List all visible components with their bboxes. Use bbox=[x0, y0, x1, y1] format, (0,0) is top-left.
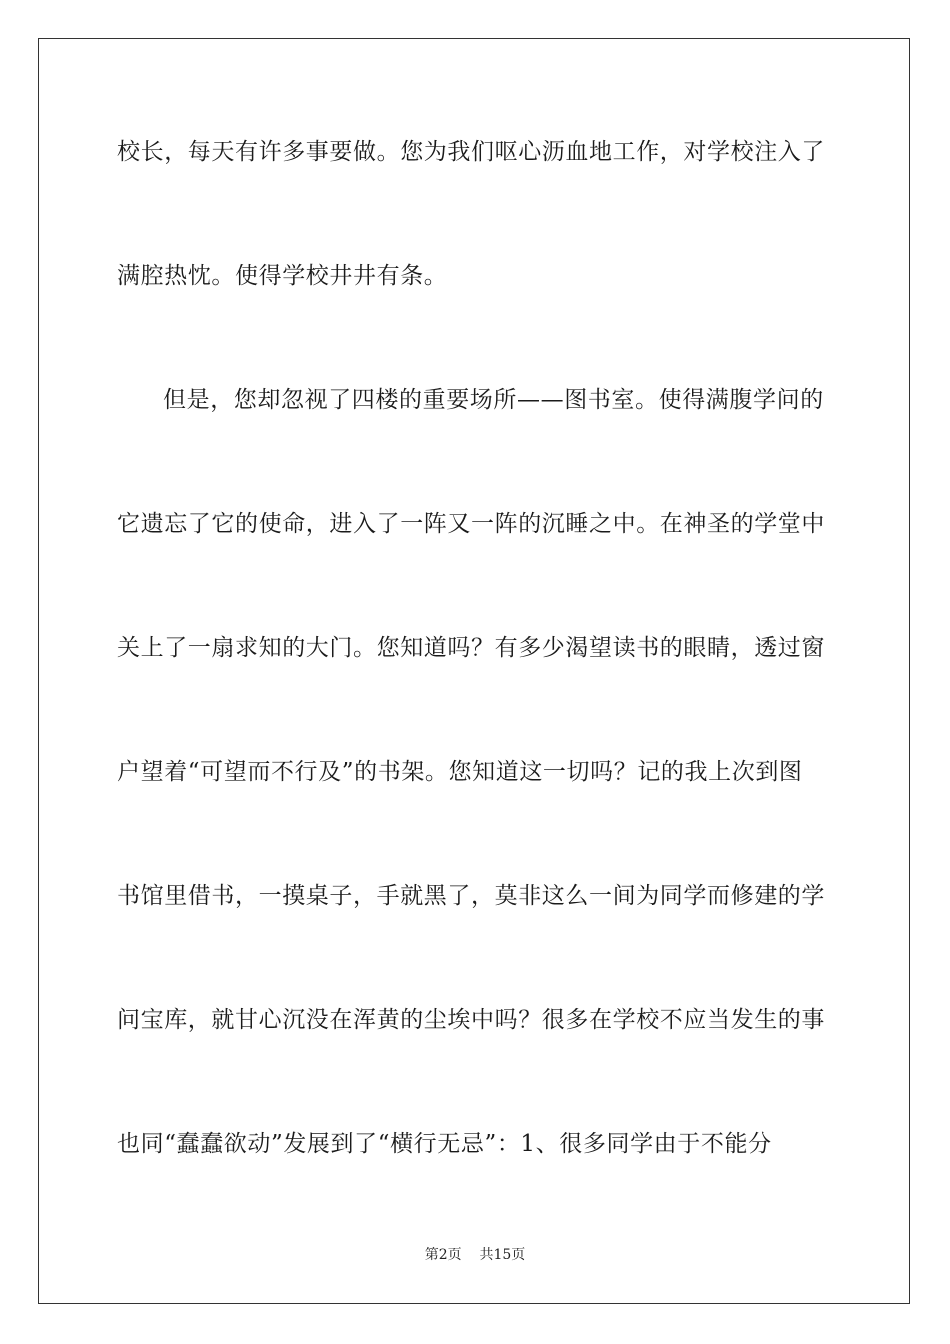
text-line-7: 书馆里借书，一摸桌子，手就黑了，莫非这么一间为同学而修建的学 bbox=[117, 883, 825, 909]
text-line-8: 问宝库，就甘心沉没在浑黄的尘埃中吗？很多在学校不应当发生的事 bbox=[117, 1007, 825, 1033]
text-line-4: 它遗忘了它的使命，进入了一阵又一阵的沉睡之中。在神圣的学堂中 bbox=[117, 511, 825, 537]
text-line-2: 满腔热忱。使得学校井井有条。 bbox=[117, 263, 448, 289]
page-border bbox=[38, 38, 910, 1304]
text-line-1: 校长，每天有许多事要做。您为我们呕心沥血地工作，对学校注入了 bbox=[117, 139, 825, 165]
text-line-9: 也同“蠢蠢欲动”发展到了“横行无忌”：1、很多同学由于不能分 bbox=[117, 1131, 772, 1157]
text-line-3: 但是，您却忽视了四楼的重要场所——图书室。使得满腹学问的 bbox=[163, 387, 824, 413]
page-total-label: 共15页 bbox=[479, 1247, 526, 1263]
text-line-5: 关上了一扇求知的大门。您知道吗？有多少渴望读书的眼睛，透过窗 bbox=[117, 635, 825, 661]
page-footer bbox=[0, 1246, 950, 1264]
text-line-6: 户望着“可望而不行及”的书架。您知道这一切吗？记的我上次到图 bbox=[117, 759, 803, 785]
page-current-label: 第2页 bbox=[424, 1247, 462, 1263]
